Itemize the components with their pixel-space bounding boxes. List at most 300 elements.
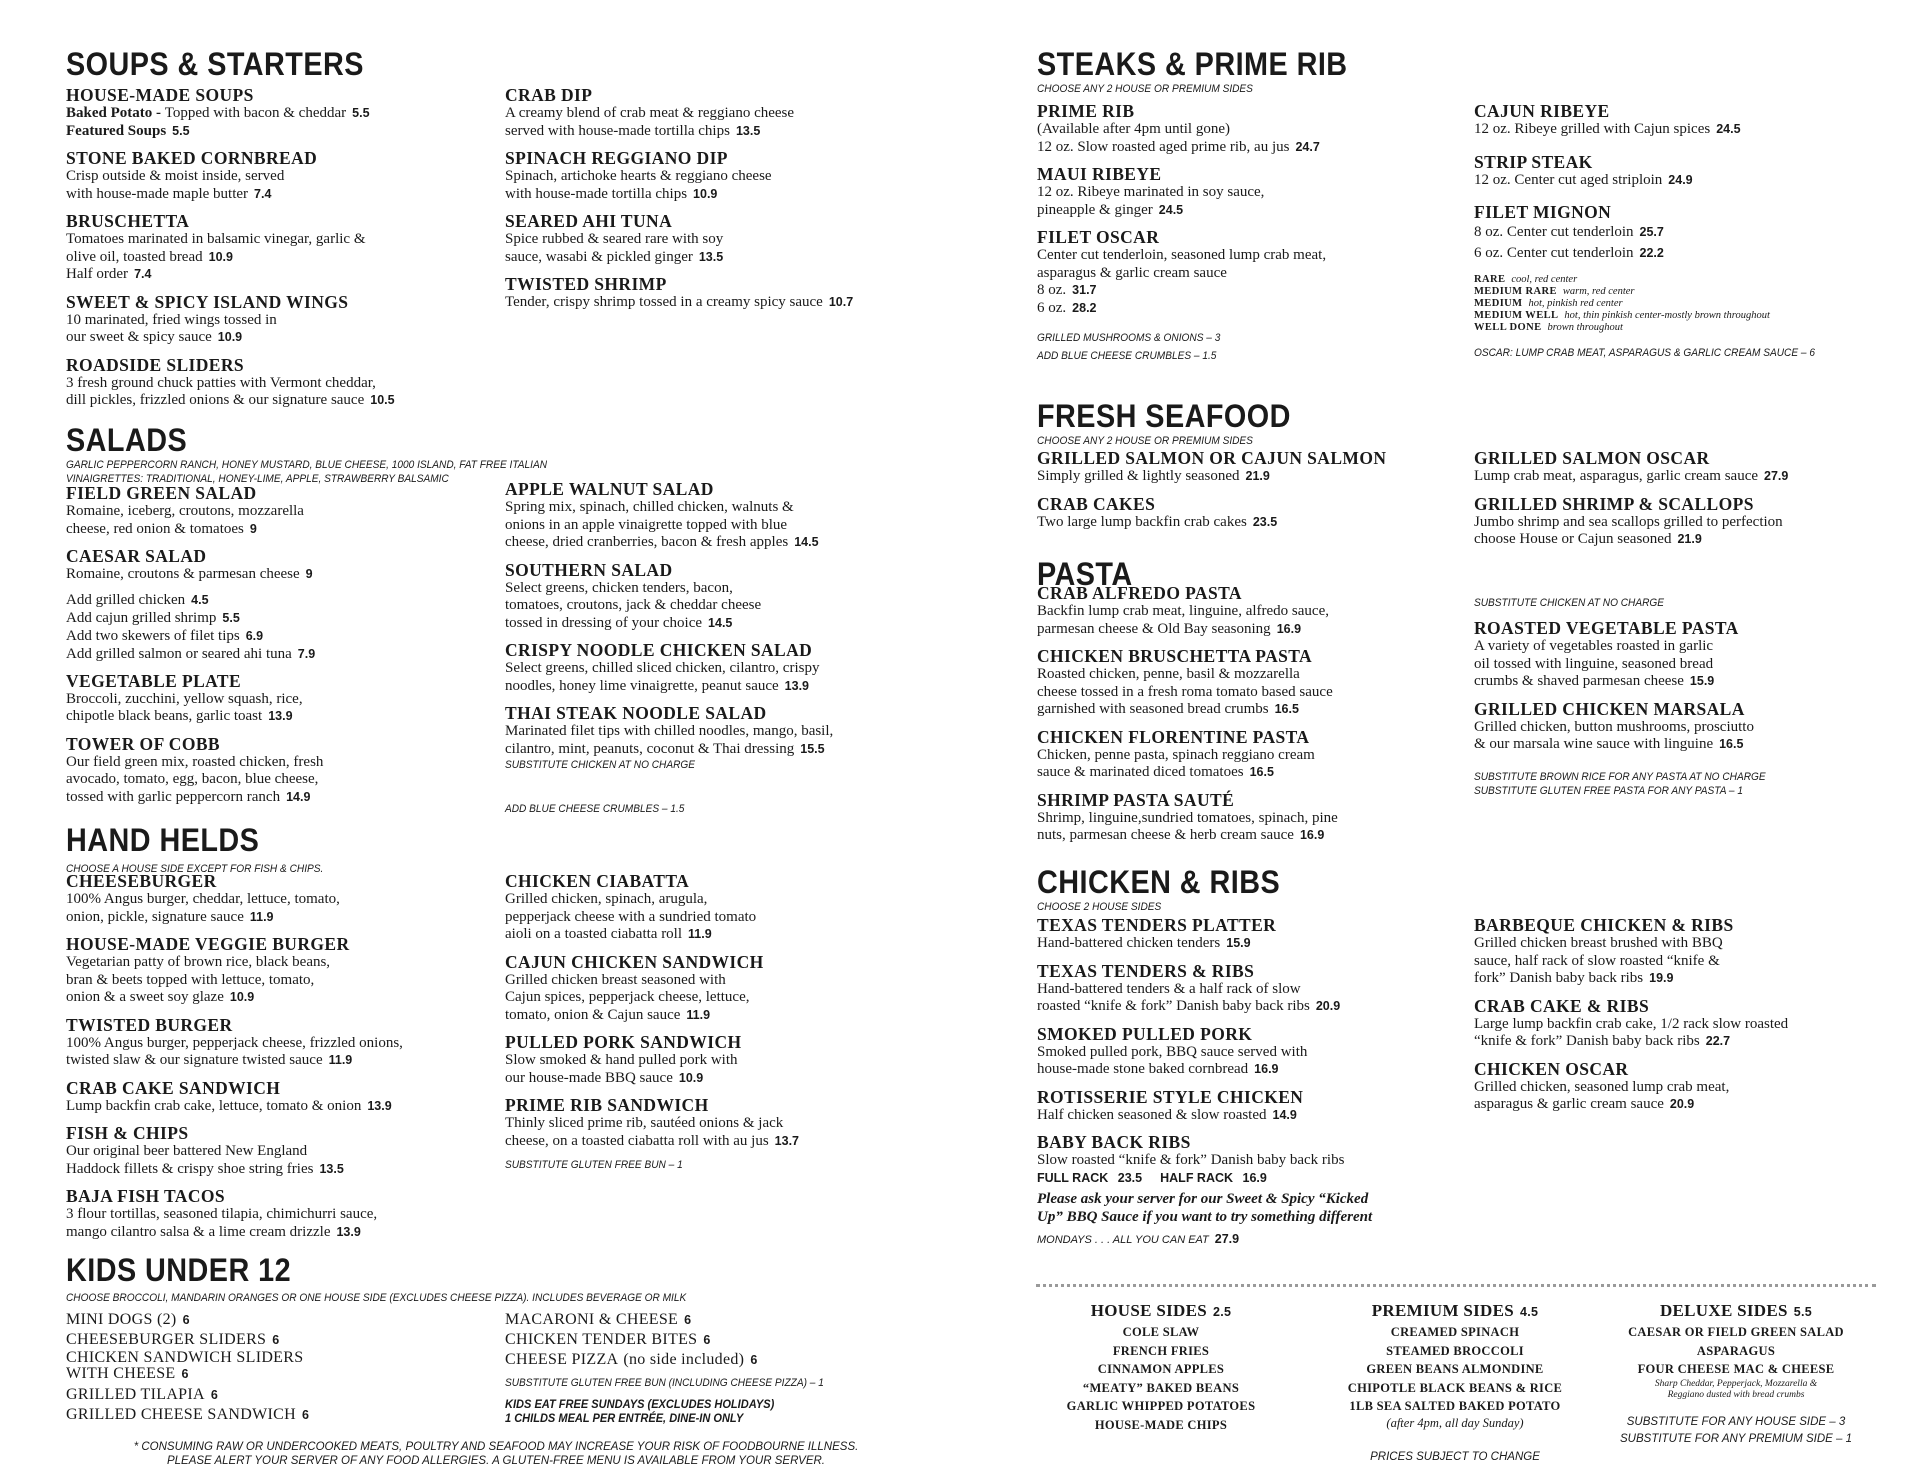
item-desc: Grilled chicken, seasoned lump crab meat, (1474, 1078, 1730, 1095)
menu-item (1037, 165, 1457, 219)
item-desc-line (505, 123, 925, 141)
item-price: 24.5 (1158, 202, 1184, 217)
bbq-sauce-note-1: Please ask your server for our Sweet & Spicy “Kicked (1037, 1190, 1369, 1207)
item-desc: cheese, on a toasted ciabatta roll with au jus (505, 1132, 769, 1149)
item-price: 10.9 (208, 249, 233, 264)
salads-left-column (66, 484, 486, 806)
menu-item (1474, 997, 1894, 1051)
pasta-title: PASTA (1037, 556, 1133, 592)
menu-item (505, 953, 925, 1025)
full-rack-label: FULL RACK (1037, 1170, 1109, 1185)
item-name: FILET MIGNON (1474, 202, 1612, 222)
menu-item (505, 149, 925, 203)
item-desc-line (1474, 673, 1894, 691)
item-desc-line (1037, 666, 1457, 684)
item-name: CRAB CAKE SANDWICH (66, 1077, 281, 1098)
item-name: CHICKEN FLORENTINE PASTA (1037, 726, 1310, 747)
item-desc: Jumbo shrimp and sea scallops grilled to perfection (1474, 513, 1783, 530)
item-desc-line (1037, 998, 1457, 1016)
item-desc-line (1037, 1044, 1457, 1062)
item-price: 10.7 (828, 295, 854, 309)
item-desc: A variety of vegetables roasted in garlic (1474, 638, 1714, 654)
item-desc-line (66, 375, 486, 393)
item-desc: oil tossed with linguine, seasoned bread (1474, 655, 1714, 672)
menu-item (66, 1124, 486, 1178)
disclaimer (66, 1440, 926, 1468)
item-desc-line (505, 926, 925, 944)
addon-price: 6.9 (245, 628, 264, 643)
item-desc: aioli on a toasted ciabatta roll (505, 926, 683, 942)
item-desc: Large lump backfin crab cake, 1/2 rack slow roasted (1474, 1015, 1789, 1032)
item-desc-line (1037, 747, 1457, 765)
item-desc: cilantro, mint, peanuts, coconut & Thai dressing (505, 740, 795, 757)
kids-item-price: 6 (210, 1388, 219, 1402)
deluxe-sides-price: 5.5 (1793, 1305, 1813, 1319)
menu-item (505, 1096, 925, 1150)
item-desc-line (1474, 719, 1894, 737)
item-name: VEGETABLE PLATE (66, 670, 242, 691)
item-name: TWISTED BURGER (66, 1014, 233, 1035)
item-desc: avocado, tomato, egg, bacon, blue cheese, (66, 771, 319, 787)
item-name: THAI STEAK NOODLE SALAD (505, 703, 767, 723)
item-desc-line (505, 972, 925, 990)
menu-item (66, 935, 486, 1007)
substitute-premium-side-note: SUBSTITUTE FOR ANY PREMIUM SIDE – 1 (1620, 1432, 1852, 1445)
item-desc-line (1474, 531, 1894, 549)
half-rack-label: HALF RACK (1160, 1170, 1234, 1185)
item-desc: roasted “knife & fork” Danish baby back ribs (1037, 998, 1310, 1014)
kids-item-name-2: WITH CHEESE (66, 1365, 176, 1382)
doneness-desc: hot, pinkish red center (1528, 298, 1623, 309)
item-desc: Romaine, croutons & parmesan cheese (66, 566, 300, 582)
item-desc: served with house-made tortilla chips (505, 122, 730, 139)
menu-item (505, 704, 925, 758)
item-desc: tomato, onion & Cajun sauce (505, 1006, 681, 1023)
item-price: 16.9 (1276, 621, 1302, 636)
item-desc: tomatoes, croutons, jack & cheddar cheese (505, 597, 762, 613)
item-name: CHICKEN CIABATTA (505, 871, 690, 891)
item-desc-line (66, 329, 486, 347)
doneness-row (1474, 286, 1894, 298)
kids-one-meal-note: 1 CHILDS MEAL PER ENTRÉE, DINE-IN ONLY (505, 1411, 744, 1425)
item-price: 23.5 (1252, 514, 1278, 529)
item-desc: Grilled chicken breast seasoned with (505, 971, 726, 988)
salads-section (66, 422, 589, 486)
item-desc-line (66, 771, 486, 789)
steaks-right-column (1474, 102, 1894, 360)
item-desc: onion, pickle, signature sauce (66, 908, 244, 925)
item-desc: Hand-battered chicken tenders (1037, 935, 1221, 951)
item-name: PULLED PORK SANDWICH (505, 1032, 742, 1052)
item-desc: Romaine, iceberg, croutons, mozzarella (66, 503, 304, 519)
soups-section (66, 46, 397, 82)
item-name: ROASTED VEGETABLE PASTA (1474, 618, 1739, 638)
item-desc-line (1037, 981, 1457, 999)
item-desc: bran & beets topped with lettuce, tomato, (66, 971, 315, 988)
gluten-free-pasta-note: SUBSTITUTE GLUTEN FREE PASTA FOR ANY PASTA – 1 (1474, 784, 1743, 797)
item-desc: sauce, half rack of slow roasted “knife & (1474, 952, 1720, 969)
mushrooms-note: GRILLED MUSHROOMS & ONIONS – 3 (1037, 332, 1221, 344)
kids-item-price: 6 (181, 1367, 189, 1381)
item-name: PRIME RIB SANDWICH (505, 1095, 709, 1115)
pasta-substitute-chicken-note: SUBSTITUTE CHICKEN AT NO CHARGE (1474, 597, 1665, 609)
item-name: CRISPY NOODLE CHICKEN SALAD (505, 640, 813, 660)
item-desc: “knife & fork” Danish baby back ribs (1474, 1033, 1700, 1049)
item-desc: Hand-battered tenders & a half rack of slow (1037, 980, 1301, 997)
item-desc: parmesan cheese & Old Bay seasoning (1037, 620, 1271, 637)
item-desc-line (505, 741, 925, 759)
item-name: SMOKED PULLED PORK (1037, 1023, 1253, 1044)
menu-item (1037, 449, 1457, 486)
item-desc-line (1474, 468, 1894, 486)
item-price: 24.9 (1668, 172, 1693, 187)
item-price: 14.5 (708, 615, 733, 630)
item-desc-line (1474, 1016, 1894, 1034)
item-desc: garnished with seasoned bread crumbs (1037, 701, 1269, 717)
soups-right-column (505, 86, 925, 312)
item-desc: nuts, parmesan cheese & herb cream sauce (1037, 827, 1294, 843)
pasta-right-column (1474, 596, 1894, 798)
item-desc: chipotle black beans, garlic toast (66, 708, 263, 724)
baked-potato-label: Baked Potato - (66, 105, 165, 121)
item-desc-line (66, 503, 486, 521)
kids-item-name: GRILLED CHEESE SANDWICH (66, 1406, 296, 1423)
menu-item (1474, 916, 1894, 988)
item-name: GRILLED SALMON OSCAR (1474, 448, 1710, 468)
item-desc: Simply grilled & lightly seasoned (1037, 468, 1240, 484)
menu-item (1037, 728, 1457, 782)
item-name: CAJUN RIBEYE (1474, 101, 1610, 121)
kids-item (66, 1350, 486, 1382)
doneness-desc: brown throughout (1547, 322, 1623, 333)
item-desc: Grilled chicken, button mushrooms, prosciutto (1474, 718, 1754, 735)
item-desc: Select greens, chilled sliced chicken, cilantro, crispy (505, 660, 820, 676)
item-price: 19.9 (1649, 971, 1674, 985)
doneness-desc: cool, red center (1511, 274, 1578, 285)
item-desc: with house-made tortilla chips (505, 185, 688, 202)
disclaimer-line-2: PLEASE ALERT YOUR SERVER OF ANY FOOD ALLERGIES. A GLUTEN-FREE MENU IS AVAILABLE FROM YOUR SERVER. (166, 1455, 826, 1467)
item-name: BRUSCHETTA (66, 211, 190, 231)
item-desc: choose House or Cajun seasoned (1474, 531, 1672, 547)
item-desc: Two large lump backfin crab cakes (1037, 513, 1247, 530)
kids-item-price: 6 (272, 1333, 280, 1347)
addon-price: 5.5 (222, 610, 240, 625)
item-price: 14.9 (286, 789, 311, 804)
item-price: 22.2 (1639, 246, 1664, 260)
item-name: FISH & CHIPS (66, 1123, 189, 1143)
item-price: 13.5 (698, 249, 724, 264)
item-desc: Grilled chicken breast brushed with BBQ (1474, 935, 1723, 951)
doneness-level: MEDIUM WELL (1474, 310, 1559, 321)
item-name: FIELD GREEN SALAD (66, 483, 257, 503)
menu-item (1474, 700, 1894, 754)
item-desc: Crisp outside & moist inside, served (66, 168, 285, 184)
item-desc-line (1037, 603, 1457, 621)
handhelds-right-column (505, 872, 925, 1172)
item-price: 13.9 (336, 1224, 361, 1239)
item-desc-line (66, 1098, 486, 1116)
item-name: GRILLED SALMON OR CAJUN SALMON (1037, 448, 1387, 468)
seafood-note: CHOOSE ANY 2 HOUSE OR PREMIUM SIDES (1037, 435, 1253, 447)
item-desc: Shrimp, linguine,sundried tomatoes, spinach, pine (1037, 809, 1338, 826)
item-name: SPINACH REGGIANO DIP (505, 148, 728, 168)
addon-text: Add grilled chicken (66, 591, 186, 608)
item-desc-line (505, 105, 925, 123)
item-desc-line (1037, 1107, 1457, 1125)
item-desc-line (66, 1161, 486, 1179)
item-name: CRAB CAKE & RIBS (1474, 995, 1650, 1016)
dressings-note: GARLIC PEPPERCORN RANCH, HONEY MUSTARD, BLUE CHEESE, 1000 ISLAND, FAT FREE ITALIAN (66, 459, 548, 471)
item-desc: fork” Danish baby back ribs (1474, 970, 1644, 986)
item-name: TWISTED SHRIMP (505, 274, 667, 294)
doneness-level: MEDIUM (1474, 298, 1523, 309)
item-desc: A creamy blend of crab meat & reggiano cheese (505, 105, 795, 121)
kids-item-price: 6 (684, 1313, 692, 1327)
item-price: 21.9 (1245, 469, 1270, 483)
house-sides-title: HOUSE SIDES (1090, 1301, 1207, 1320)
steaks-title: STEAKS & PRIME RIB (1037, 46, 1348, 82)
item-name: APPLE WALNUT SALAD (505, 479, 714, 499)
baked-potato-note: (after 4pm, all day Sunday) (1386, 1415, 1524, 1430)
addon-price: 7.9 (297, 646, 316, 661)
kids-item (505, 1310, 925, 1330)
menu-item (66, 484, 486, 538)
steaks-section (1037, 46, 1382, 96)
featured-soups-label: Featured Soups (66, 122, 167, 139)
item-name: SWEET & SPICY ISLAND WINGS (66, 291, 349, 312)
menu-item (66, 212, 486, 284)
item-desc-line (66, 708, 486, 726)
menu-item (1037, 916, 1457, 953)
kids-item-price: 6 (703, 1333, 711, 1347)
menu-item (505, 561, 925, 633)
item-name: SOUTHERN SALAD (505, 559, 673, 580)
item-name: STONE BAKED CORNBREAD (66, 148, 318, 168)
menu-item (1037, 584, 1457, 638)
item-price: 25.7 (1639, 225, 1664, 239)
item-price: 22.7 (1705, 1034, 1731, 1048)
item-desc-line (66, 1206, 486, 1224)
item-desc: crumbs & shaved parmesan cheese (1474, 673, 1684, 689)
kids-item-suffix: (no side included) (623, 1351, 745, 1368)
item-desc: Slow roasted “knife & fork” Danish baby back ribs (1037, 1152, 1345, 1168)
item-desc: Tomatoes marinated in balsamic vinegar, garlic & (66, 231, 366, 247)
menu-item (1037, 1025, 1457, 1079)
item-desc-line (1474, 656, 1894, 674)
kids-gluten-free-note: SUBSTITUTE GLUTEN FREE BUN (INCLUDING CHEESE PIZZA) – 1 (505, 1377, 824, 1389)
item-name: FILET OSCAR (1037, 227, 1160, 247)
menu-item (66, 547, 486, 584)
item-desc-line (505, 517, 925, 535)
oscar-note: OSCAR: LUMP CRAB MEAT, ASPARAGUS & GARLIC CREAM SAUCE – 6 (1474, 347, 1815, 359)
kids-item (66, 1385, 486, 1405)
item-desc-line (505, 1052, 925, 1070)
side-item: CHIPOTLE BLACK BEANS & RICE (1347, 1380, 1563, 1395)
item-name: BAJA FISH TACOS (66, 1186, 226, 1206)
item-price: 27.9 (1764, 469, 1789, 483)
premium-sides (1320, 1300, 1590, 1464)
item-desc: our house-made BBQ sauce (505, 1069, 673, 1086)
baked-potato-desc: Topped with bacon & cheddar (164, 105, 347, 121)
item-desc-line (505, 249, 925, 267)
menu-item (1474, 619, 1894, 691)
item-desc: Our field green mix, roasted chicken, fresh (66, 753, 324, 770)
item-desc-line (505, 723, 925, 741)
item-desc: Half chicken seasoned & slow roasted (1037, 1106, 1267, 1123)
item-desc-line (1037, 621, 1457, 639)
item-price: 14.5 (794, 535, 819, 549)
doneness-level: MEDIUM RARE (1474, 286, 1557, 297)
item-desc-line (66, 231, 486, 249)
item-price: 16.9 (1299, 828, 1325, 842)
item-desc-line (505, 678, 925, 696)
item-desc: house-made stone baked cornbread (1037, 1061, 1249, 1077)
item-desc-line (1474, 935, 1894, 953)
soups-left-column (66, 86, 486, 410)
pasta-left-column (1037, 584, 1457, 845)
item-desc-line (505, 597, 925, 615)
item-desc-line (1037, 935, 1457, 953)
item-desc-line (1037, 514, 1457, 532)
kids-note: CHOOSE BROCCOLI, MANDARIN ORANGES OR ONE HOUSE SIDE (EXCLUDES CHEESE PIZZA). INCLUDES BEVERAGE OR MILK (66, 1292, 687, 1304)
item-desc-line (505, 1007, 925, 1025)
menu-item (66, 1079, 486, 1116)
kids-item (505, 1350, 925, 1370)
item-desc: Spring mix, spinach, chilled chicken, walnuts & (505, 499, 794, 515)
doneness-row (1474, 274, 1894, 286)
side-item: FOUR CHEESE MAC & CHEESE (1637, 1362, 1835, 1376)
item-desc-line (66, 249, 486, 267)
salad-addon (66, 609, 486, 627)
item-price: 13.7 (774, 1133, 800, 1148)
item-desc: Backfin lump crab meat, linguine, alfredo sauce, (1037, 603, 1329, 619)
item-name: TEXAS TENDERS PLATTER (1037, 915, 1277, 935)
item-price: 7.4 (134, 267, 152, 281)
item-desc: sauce & marinated diced tomatoes (1037, 764, 1244, 780)
item-desc-line (1474, 736, 1894, 754)
item-desc-line (1037, 827, 1457, 845)
item-desc: 8 oz. Center cut tenderloin (1474, 224, 1634, 240)
item-name: GRILLED CHICKEN MARSALA (1474, 698, 1745, 719)
item-name: CHEESEBURGER (66, 871, 217, 891)
chicken-right-column (1474, 916, 1894, 1114)
item-desc-line (66, 1052, 486, 1070)
kids-left-column (66, 1310, 486, 1425)
item-desc: Lump crab meat, asparagus, garlic cream sauce (1474, 468, 1759, 484)
item-desc: (Available after 4pm until gone) (1037, 121, 1230, 137)
doneness-level: WELL DONE (1474, 322, 1542, 333)
item-desc: onions in an apple vinaigrette topped with blue (505, 516, 788, 533)
item-desc-line (66, 691, 486, 709)
item-desc: 100% Angus burger, cheddar, lettuce, tomato, (66, 891, 340, 907)
item-desc: sauce, wasabi & pickled ginger (505, 248, 693, 265)
item-name: MAUI RIBEYE (1037, 164, 1162, 184)
item-desc: Marinated filet tips with chilled noodles, mango, basil, (505, 723, 834, 739)
menu-item (66, 356, 486, 410)
item-desc: Vegetarian patty of brown rice, black beans, (66, 954, 331, 970)
item-desc-line (66, 186, 486, 204)
menu-item (1474, 203, 1894, 264)
kids-item (66, 1310, 486, 1330)
item-desc-line (505, 294, 925, 312)
item-price: 24.7 (1295, 139, 1320, 154)
salad-addon (66, 627, 486, 645)
item-desc: Our original beer battered New England (66, 1143, 308, 1159)
item-name: CAESAR SALAD (66, 546, 207, 566)
item-price: 13.5 (319, 1161, 344, 1176)
item-price: 31.7 (1072, 283, 1097, 297)
menu-item (505, 275, 925, 312)
soups-left-items (66, 149, 486, 410)
mac-cheese-note-2: Reggiano dusted with bread crumbs (1667, 1389, 1805, 1400)
item-desc-line (505, 989, 925, 1007)
salad-addon (66, 645, 486, 663)
kids-item-name: MINI DOGS (2) (66, 1311, 177, 1328)
seafood-right-column (1474, 449, 1894, 549)
divider (1036, 1284, 1876, 1287)
menu-item (1474, 153, 1894, 190)
full-rack-price: 23.5 (1117, 1170, 1143, 1185)
item-desc-line (505, 168, 925, 186)
item-name: CHICKEN BRUSCHETTA PASTA (1037, 646, 1313, 666)
mondays-note: MONDAYS . . . ALL YOU CAN EAT (1037, 1233, 1209, 1246)
item-desc: cheese tossed in a fresh roma tomato based sauce (1037, 683, 1333, 700)
kids-item-name: CHICKEN TENDER BITES (505, 1331, 698, 1348)
item-desc: Thinly sliced prime rib, sautéed onions & jack (505, 1115, 784, 1131)
kids-item-price: 6 (302, 1408, 310, 1422)
half-rack-price: 16.9 (1242, 1170, 1267, 1185)
item-desc-line (1474, 1079, 1894, 1097)
kids-section (66, 1252, 740, 1305)
item-name: CRAB ALFREDO PASTA (1037, 583, 1242, 603)
item-desc: twisted slaw & our signature twisted sauce (66, 1052, 323, 1068)
item-desc-line (66, 972, 486, 990)
side-item: “MEATY” BAKED BEANS (1082, 1380, 1240, 1395)
premium-sides-price: 4.5 (1520, 1305, 1539, 1319)
item-name: CRAB DIP (505, 85, 593, 105)
item-desc-line (66, 954, 486, 972)
item-desc-line (1037, 1061, 1457, 1079)
item-name: HOUSE-MADE SOUPS (66, 85, 254, 105)
item-desc-line (1474, 953, 1894, 971)
menu-item (66, 293, 486, 347)
item-extra (66, 266, 486, 284)
item-price: 9 (249, 521, 257, 536)
item-desc: asparagus & garlic cream sauce (1037, 264, 1227, 281)
side-item: STEAMED BROCCOLI (1386, 1343, 1524, 1358)
chicken-section (1037, 864, 1307, 914)
item-desc-line (505, 534, 925, 552)
item-desc: 3 flour tortillas, seasoned tilapia, chimichurri sauce, (66, 1206, 378, 1222)
prices-note: PRICES SUBJECT TO CHANGE (1370, 1450, 1540, 1463)
item-desc: with house-made maple butter (66, 185, 249, 202)
steaks-note: CHOOSE ANY 2 HOUSE OR PREMIUM SIDES (1037, 83, 1253, 95)
menu-item (66, 735, 486, 807)
item-desc: Chicken, penne pasta, spinach reggiano cream (1037, 746, 1315, 763)
chicken-note: CHOOSE 2 HOUSE SIDES (1037, 901, 1162, 913)
item-desc-line (505, 615, 925, 633)
item-price: 11.9 (328, 1053, 353, 1067)
menu-item (1474, 1060, 1894, 1114)
side-item: GARLIC WHIPPED POTATOES (1066, 1399, 1256, 1413)
item-desc: dill pickles, frizzled onions & our signature sauce (66, 392, 365, 408)
item-desc-line (1037, 764, 1457, 782)
item-desc: 10 marinated, fried wings tossed in (66, 311, 277, 328)
item-name: STRIP STEAK (1474, 151, 1593, 172)
item-desc: Select greens, chicken tenders, bacon, (505, 579, 733, 596)
item-price: 10.9 (693, 186, 718, 201)
item-name: CHICKEN OSCAR (1474, 1058, 1629, 1079)
